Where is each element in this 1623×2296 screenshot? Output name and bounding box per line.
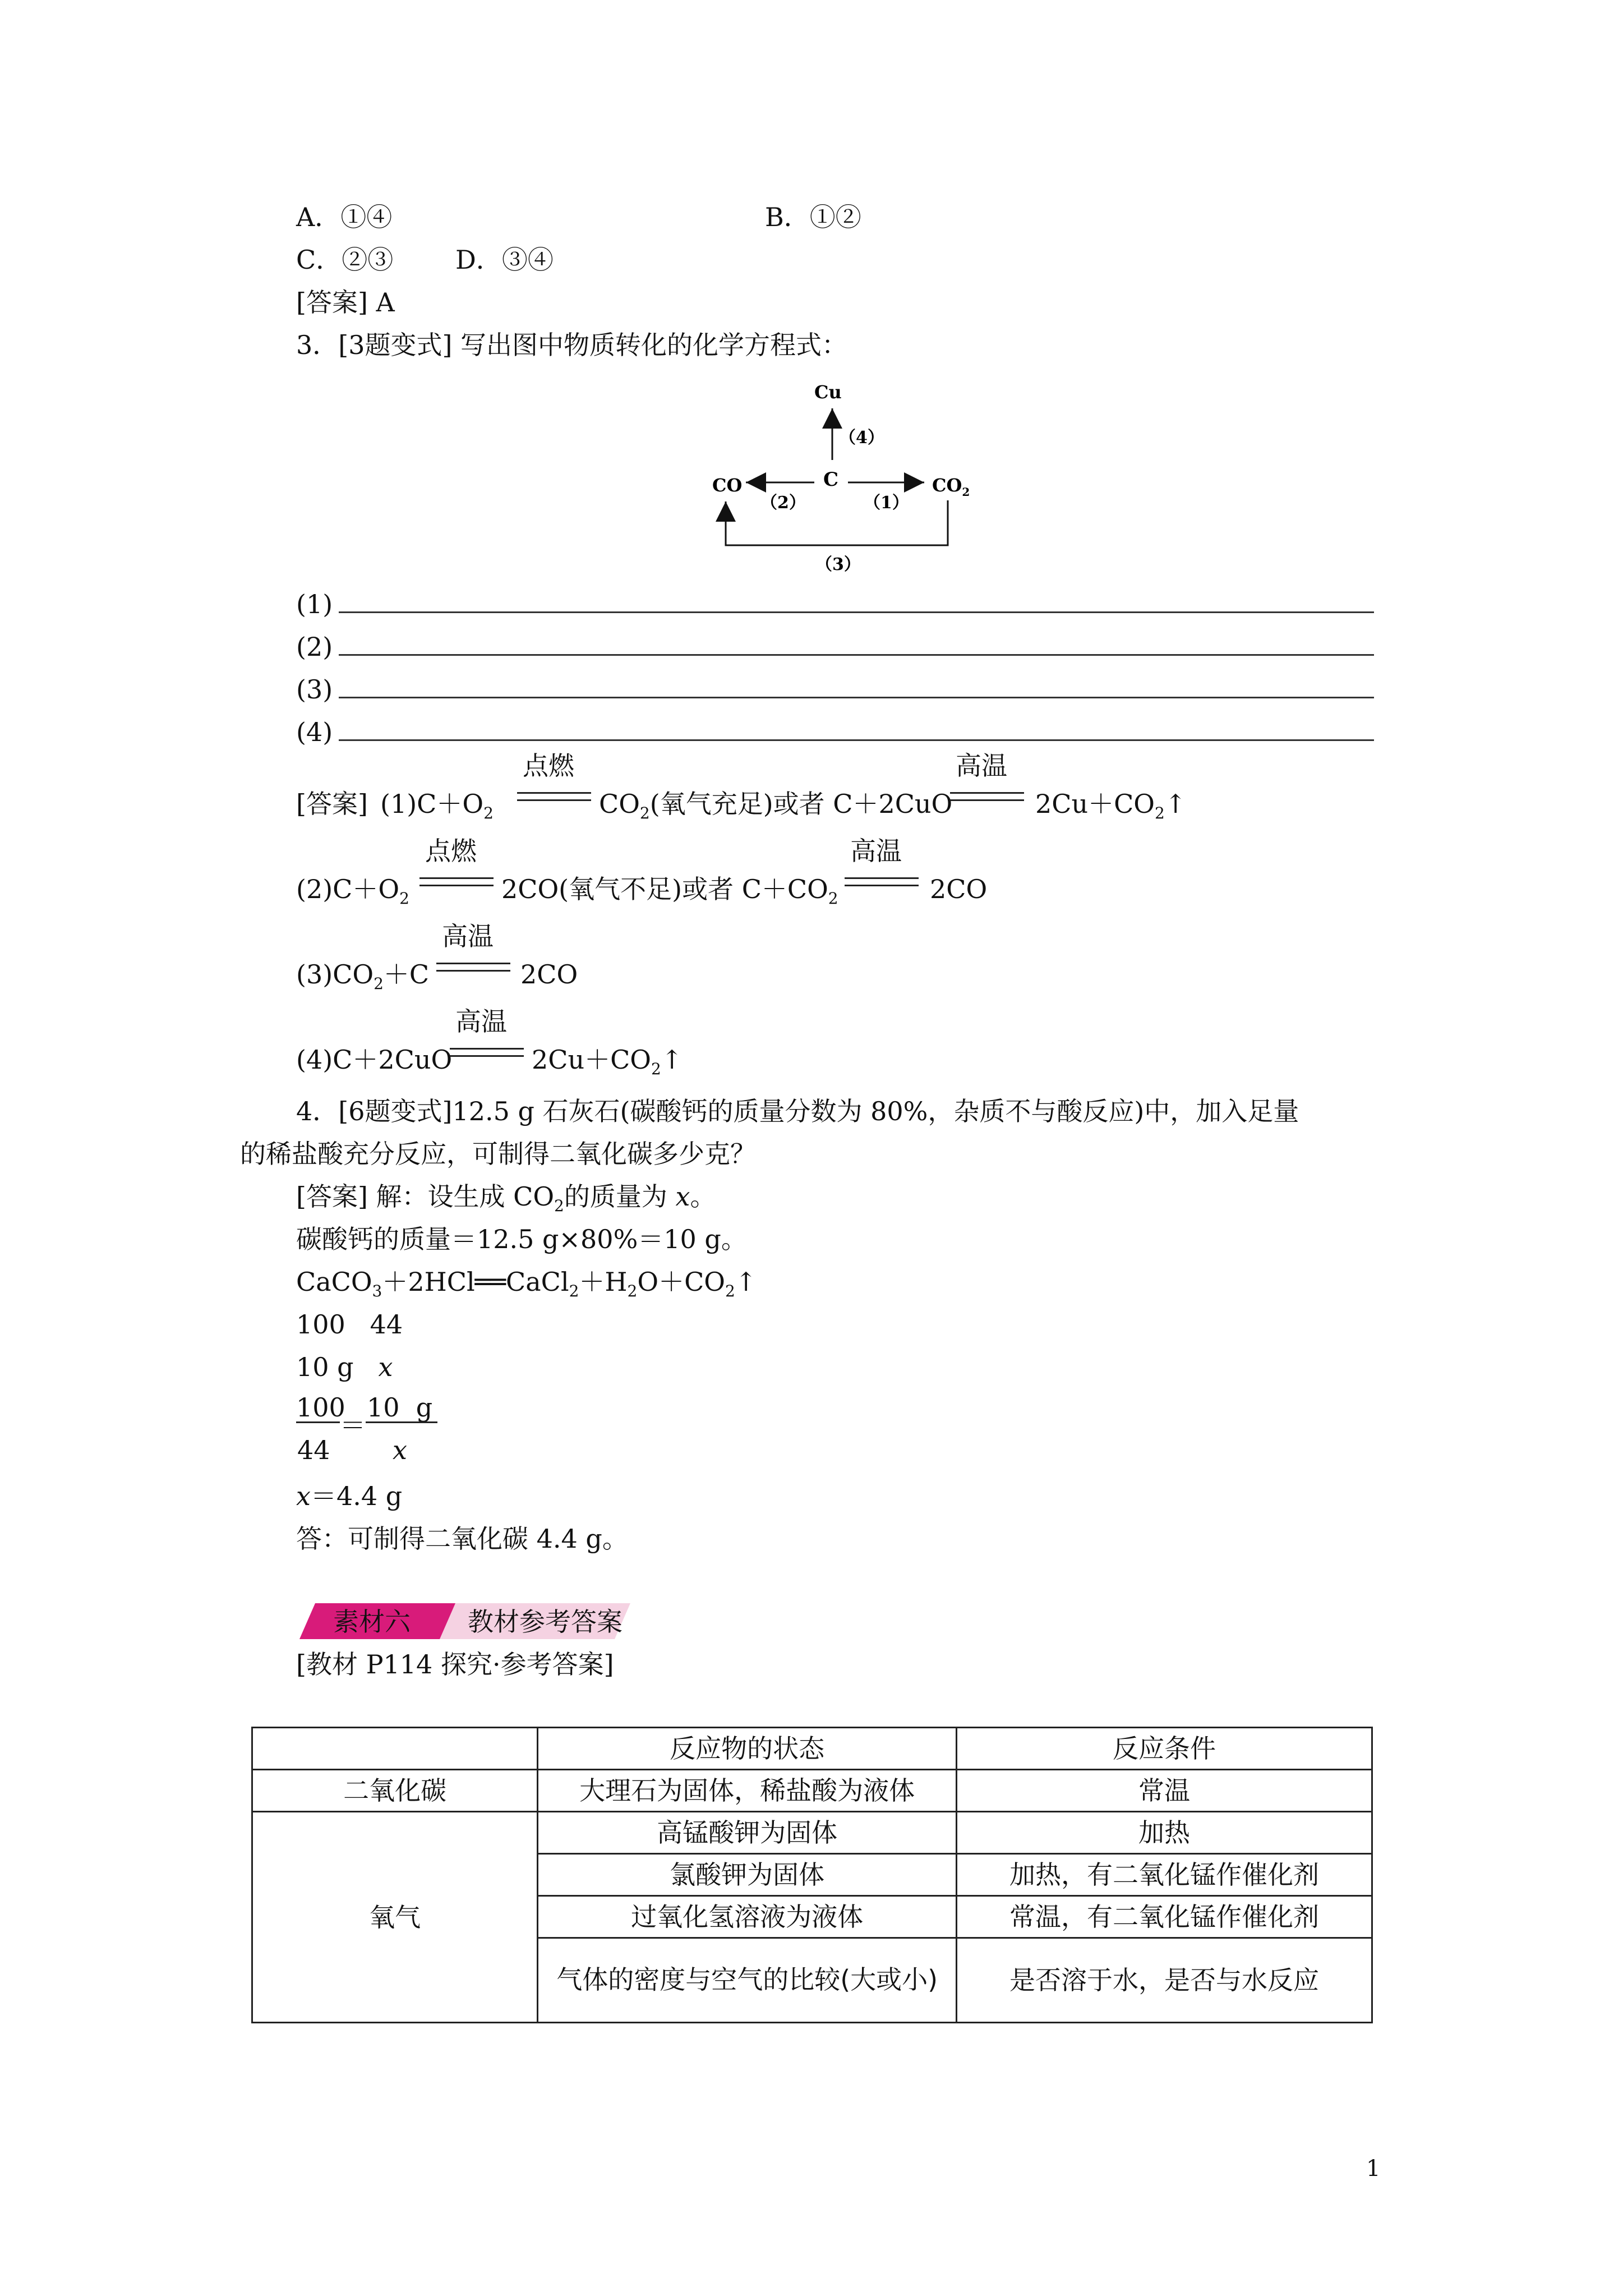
answer-prefix: [答案] <box>296 789 368 819</box>
equals-sign <box>950 792 1024 801</box>
table-cell: 大理石为固体，稀盐酸为液体 <box>538 1770 957 1812</box>
table-cell: 高锰酸钾为固体 <box>538 1812 957 1854</box>
option-b: B．①② <box>765 202 861 232</box>
cu-label: Cu <box>814 381 842 403</box>
section-banner <box>299 1603 637 1641</box>
carbon-label: C <box>823 468 839 491</box>
section-label: 素材六 <box>333 1607 411 1637</box>
blank-label-1: (1) <box>296 589 333 619</box>
answer-line: [答案] A <box>296 287 395 318</box>
table-header-cell: 反应条件 <box>957 1728 1372 1770</box>
equals-sign <box>419 877 494 886</box>
table-cell: 氧气 <box>252 1812 538 2023</box>
molar-mass-line: 100 44 <box>296 1309 403 1340</box>
final-answer: 答：可制得二氧化碳 4.4 g。 <box>296 1524 628 1554</box>
option-d: D．③④ <box>455 245 554 275</box>
option-a: A．①④ <box>296 202 393 232</box>
table-cell: 氯酸钾为固体 <box>538 1854 957 1896</box>
table-cell: 加热，有二氧化锰作催化剂 <box>957 1854 1372 1896</box>
blank-label-2: (2) <box>296 632 333 662</box>
arrow-3 <box>726 500 948 545</box>
table-cell: 是否溶于水，是否与水反应 <box>957 1938 1372 2023</box>
question-3-stem: 3．[3题变式] 写出图中物质转化的化学方程式： <box>296 330 848 360</box>
blank-label-4: (4) <box>296 717 333 747</box>
condition-high-temp: 高温 <box>455 1006 507 1037</box>
equals-sign <box>845 877 919 886</box>
option-c: C．②③ <box>296 245 394 275</box>
result-line: x＝4.4 g <box>296 1481 403 1511</box>
question-4-stem-line1: 4．[6题变式]12.5 g 石灰石(碳酸钙的质量分数为 80%，杂质不与酸反应)中，加入足量 <box>296 1096 1299 1126</box>
arrow-4-label: （4） <box>839 428 884 448</box>
table-cell: 加热 <box>957 1812 1372 1854</box>
section-subtitle: [教材 P114 探究·参考答案] <box>296 1649 614 1680</box>
table-cell: 常温，有二氧化锰作催化剂 <box>957 1896 1372 1938</box>
table-row <box>252 1770 1372 1812</box>
blank-line-4[interactable] <box>339 739 1374 741</box>
blank-line-2[interactable] <box>339 654 1374 656</box>
table-header-row <box>252 1728 1372 1770</box>
reaction-equation: $CaCO_3+2HCl══CaCl_2+H_2O+CO_2↑$ <box>296 1267 757 1300</box>
table-cell: 常温 <box>957 1770 1372 1812</box>
blank-line-3[interactable] <box>339 697 1374 698</box>
comparison-table <box>251 1727 1373 2023</box>
arrow-2-label: （2） <box>760 493 806 513</box>
solution-line-2: 碳酸钙的质量＝12.5 g×80%＝10 g。 <box>296 1224 747 1254</box>
table-header-cell: 反应物的状态 <box>538 1728 957 1770</box>
arrow-1-label: （1） <box>864 493 909 513</box>
table-cell: 过氧化氢溶液为液体 <box>538 1896 957 1938</box>
conversion-diagram <box>707 376 970 578</box>
equals-sign <box>436 963 510 972</box>
blank-line-1[interactable] <box>339 611 1374 613</box>
co2-label: $CO_2$ <box>932 475 970 499</box>
arrow-3-label: （3） <box>815 555 861 574</box>
condition-ignite: 点燃 <box>523 751 574 781</box>
given-mass-line: 10 g x <box>296 1352 393 1382</box>
page-number: 1 <box>1366 2156 1381 2182</box>
proportion-fraction: 100 44 ＝ 10 g x <box>296 1391 442 1475</box>
equals-sign <box>450 1048 524 1057</box>
section-title: 教材参考答案 <box>468 1607 623 1637</box>
condition-high-temp: 高温 <box>850 836 902 866</box>
condition-high-temp: 高温 <box>442 921 494 951</box>
condition-high-temp: 高温 <box>956 751 1007 781</box>
co-label: CO <box>712 475 743 496</box>
table-header-cell <box>252 1728 538 1770</box>
equals-sign <box>517 792 591 801</box>
table-cell: 二氧化碳 <box>252 1770 538 1812</box>
solution-line-1: [答案] 解：设生成 $CO_2$的质量为 x。 <box>296 1181 716 1215</box>
question-4-stem-line2: 的稀盐酸充分反应，可制得二氧化碳多少克？ <box>240 1139 756 1169</box>
blank-label-3: (3) <box>296 674 333 705</box>
condition-ignite: 点燃 <box>425 836 477 866</box>
table-row <box>252 1812 1372 1854</box>
table-cell: 气体的密度与空气的比较(大或小) <box>538 1938 957 2023</box>
